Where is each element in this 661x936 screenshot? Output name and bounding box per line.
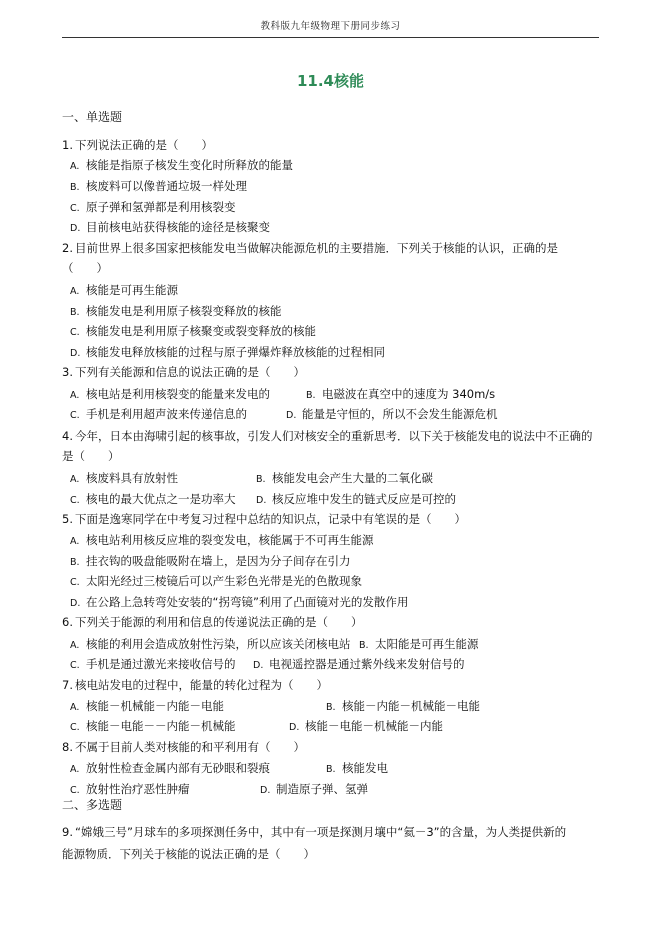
answer-option	[70, 406, 247, 422]
option-text: 核电站利用核反应堆的裂变发电，核能属于不可再生能源	[86, 533, 374, 547]
option-text: 核能发电是利用原子核裂变释放的核能	[86, 304, 282, 318]
option-text: 核反应堆中发生的链式反应是可控的	[272, 492, 456, 506]
answer-option	[70, 760, 270, 776]
option-label: D.	[286, 410, 297, 421]
section-heading: 一、单选题	[62, 110, 123, 124]
option-label: D.	[70, 598, 81, 609]
question-stem	[62, 824, 566, 840]
option-text: 核能是指原子核发生变化时所释放的能量	[86, 158, 293, 172]
answer-option	[70, 282, 178, 298]
answer-option	[70, 594, 408, 610]
question-stem	[62, 739, 305, 755]
option-text: 核能发电释放核能的过程与原子弹爆炸释放核能的过程相同	[86, 345, 385, 359]
option-label: A.	[70, 536, 80, 547]
question-number: 3.	[62, 365, 73, 379]
option-text: 电磁波在真空中的速度为 340m/s	[322, 387, 496, 401]
option-label: D.	[289, 722, 300, 733]
question-text: 下列说法正确的是（ ）	[74, 138, 213, 152]
option-text: 放射性检查金属内部有无砂眼和裂痕	[86, 761, 270, 775]
question-text: 下列有关能源和信息的说法正确的是（ ）	[74, 365, 305, 379]
answer-option	[253, 656, 465, 672]
answer-option	[70, 470, 178, 486]
question-number: 4.	[62, 429, 73, 443]
question-stem	[62, 240, 558, 256]
answer-option	[326, 760, 388, 776]
option-text: 原子弹和氢弹都是利用核裂变	[86, 200, 236, 214]
option-text: 核废料具有放射性	[86, 471, 178, 485]
option-text: 核电的最大优点之一是功率大	[86, 492, 236, 506]
option-label: C.	[70, 203, 80, 214]
answer-option	[359, 636, 479, 652]
question-stem	[62, 137, 213, 153]
answer-option	[70, 199, 236, 215]
question-number: 5.	[62, 512, 73, 526]
answer-option	[70, 178, 247, 194]
question-number: 9.	[62, 825, 73, 839]
option-label: B.	[70, 557, 80, 568]
option-label: B.	[70, 182, 80, 193]
section-heading: 二、多选题	[62, 798, 123, 812]
option-label: C.	[70, 495, 80, 506]
question-text: “嫦娥三号”月球车的多项探测任务中，其中有一项是探测月壤中“氦－3”的含量，为人类提供新的	[74, 825, 567, 839]
answer-option	[70, 219, 270, 235]
answer-option	[70, 636, 351, 652]
answer-option	[256, 470, 433, 486]
question-stem	[62, 260, 108, 276]
option-label: C.	[70, 410, 80, 421]
option-text: 电视遥控器是通过紫外线来发射信号的	[269, 657, 465, 671]
option-label: C.	[70, 785, 80, 796]
answer-option	[70, 781, 190, 797]
question-number: 8.	[62, 740, 73, 754]
option-text: 放射性治疗恶性肿瘤	[86, 782, 190, 796]
question-stem	[62, 448, 120, 464]
option-label: A.	[70, 390, 80, 401]
question-number: 2.	[62, 241, 73, 255]
option-label: B.	[326, 702, 336, 713]
question-text: （ ）	[62, 261, 108, 275]
question-text: 核电站发电的过程中，能量的转化过程为（ ）	[74, 678, 328, 692]
question-stem	[62, 364, 305, 380]
question-stem	[62, 846, 315, 862]
option-text: 核能－内能－机械能－电能	[342, 699, 480, 713]
option-label: C.	[70, 722, 80, 733]
question-stem	[62, 677, 328, 693]
answer-option	[70, 718, 236, 734]
option-text: 太阳光经过三棱镜后可以产生彩色光带是光的色散现象	[86, 574, 362, 588]
option-label: B.	[70, 307, 80, 318]
page-title: 11.4核能	[296, 72, 364, 90]
answer-option	[260, 781, 368, 797]
option-label: A.	[70, 640, 80, 651]
question-stem	[62, 614, 362, 630]
option-label: A.	[70, 702, 80, 713]
answer-option	[70, 386, 270, 402]
option-label: D.	[253, 660, 264, 671]
option-text: 手机是通过激光来接收信号的	[86, 657, 236, 671]
option-label: C.	[70, 577, 80, 588]
option-text: 核能的利用会造成放射性污染，所以应该关闭核电站	[86, 637, 351, 651]
option-label: D.	[70, 223, 81, 234]
answer-option	[70, 491, 236, 507]
answer-option	[70, 532, 374, 548]
question-text: 目前世界上很多国家把核能发电当做解决能源危机的主要措施．下列关于核能的认识，正确的是	[74, 241, 558, 255]
option-label: C.	[70, 660, 80, 671]
page-header: 教科版九年级物理下册同步练习	[260, 21, 401, 32]
option-text: 核能是可再生能源	[86, 283, 178, 297]
option-label: A.	[70, 161, 80, 172]
question-text: 下列关于能源的利用和信息的传递说法正确的是（ ）	[74, 615, 363, 629]
option-label: B.	[256, 474, 266, 485]
option-label: B.	[359, 640, 369, 651]
answer-option	[70, 323, 316, 339]
question-text: 下面是逸寒同学在中考复习过程中总结的知识点，记录中有笔误的是（ ）	[74, 512, 466, 526]
question-stem	[62, 511, 466, 527]
option-label: D.	[260, 785, 271, 796]
option-text: 在公路上急转弯处安装的“拐弯镜”利用了凸面镜对光的发散作用	[86, 595, 409, 609]
answer-option	[256, 491, 456, 507]
option-text: 核能－机械能－内能－电能	[86, 699, 224, 713]
option-label: B.	[326, 764, 336, 775]
option-label: C.	[70, 327, 80, 338]
option-text: 目前核电站获得核能的途径是核聚变	[86, 220, 270, 234]
option-label: B.	[306, 390, 316, 401]
option-text: 能量是守恒的，所以不会发生能源危机	[302, 407, 498, 421]
option-text: 制造原子弹、氢弹	[276, 782, 368, 796]
option-text: 核能发电	[342, 761, 388, 775]
answer-option	[70, 573, 362, 589]
option-label: D.	[70, 348, 81, 359]
option-text: 核能发电是利用原子核聚变或裂变释放的核能	[86, 324, 316, 338]
option-label: A.	[70, 474, 80, 485]
question-number: 1.	[62, 138, 73, 152]
answer-option	[70, 553, 351, 569]
answer-option	[326, 698, 480, 714]
option-text: 挂衣钩的吸盘能吸附在墙上，是因为分子间存在引力	[86, 554, 351, 568]
question-text: 是（ ）	[62, 449, 120, 463]
answer-option	[289, 718, 443, 734]
answer-option	[70, 303, 282, 319]
option-label: A.	[70, 764, 80, 775]
question-text: 不属于目前人类对核能的和平利用有（ ）	[74, 740, 305, 754]
question-text: 今年，日本由海啸引起的核事故，引发人们对核安全的重新思考．以下关于核能发电的说法中不正确的	[74, 429, 593, 443]
answer-option	[286, 406, 498, 422]
answer-option	[70, 344, 385, 360]
question-stem	[62, 428, 592, 444]
option-text: 核废料可以像普通垃圾一样处理	[86, 179, 247, 193]
question-text: 能源物质．下列关于核能的说法正确的是（ ）	[62, 847, 315, 861]
option-text: 核能－电能－－内能－机械能	[86, 719, 236, 733]
option-text: 核能－电能－机械能－内能	[305, 719, 443, 733]
option-text: 手机是利用超声波来传递信息的	[86, 407, 247, 421]
answer-option	[70, 656, 236, 672]
option-text: 核电站是利用核裂变的能量来发电的	[86, 387, 270, 401]
question-number: 7.	[62, 678, 73, 692]
option-text: 太阳能是可再生能源	[375, 637, 479, 651]
header-divider	[62, 37, 599, 38]
option-text: 核能发电会产生大量的二氧化碳	[272, 471, 433, 485]
answer-option	[70, 157, 293, 173]
answer-option	[306, 386, 495, 402]
option-label: D.	[256, 495, 267, 506]
question-number: 6.	[62, 615, 73, 629]
answer-option	[70, 698, 224, 714]
option-label: A.	[70, 286, 80, 297]
